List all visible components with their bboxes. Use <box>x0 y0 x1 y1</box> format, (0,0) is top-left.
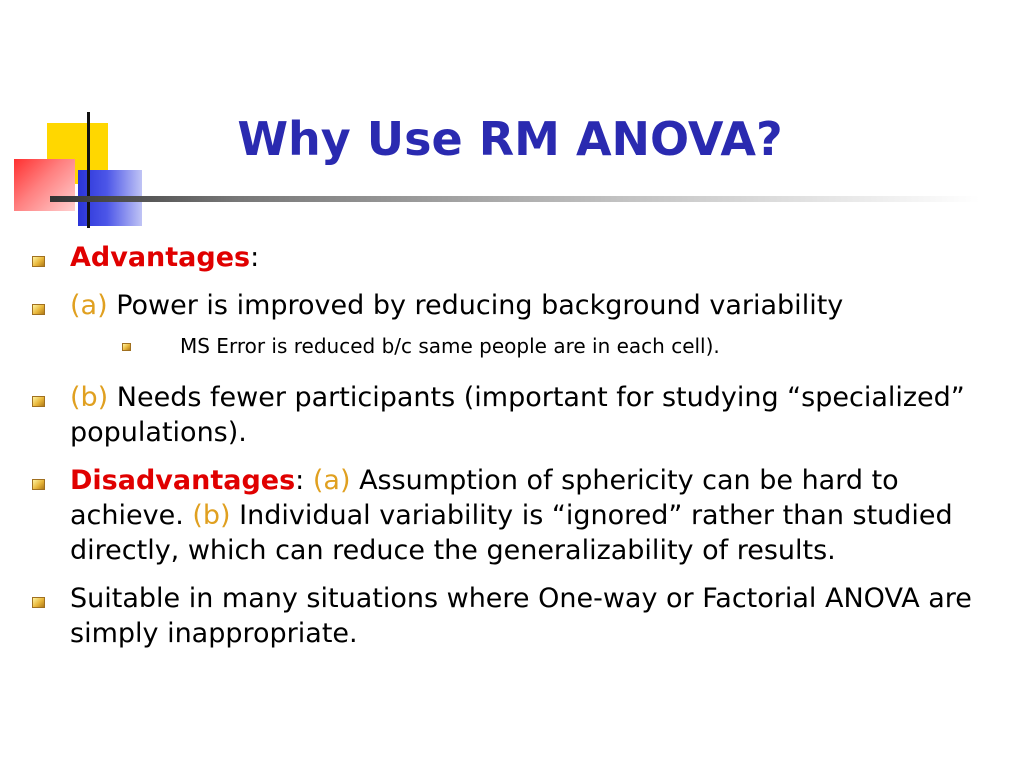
bullet-advantage-a <box>70 288 1005 323</box>
advantages-label: Advantages <box>70 242 251 273</box>
disadvantages-colon: : <box>295 465 313 496</box>
bullet-disadvantages <box>70 463 1005 568</box>
advantage-a-text: Power is improved by reducing background variability <box>107 290 844 321</box>
disadvantages-label: Disadvantages <box>70 465 296 496</box>
bullet-icon <box>32 256 45 267</box>
sub-bullet-ms-error <box>180 332 980 360</box>
disadvantage-b-label: (b) <box>192 500 231 531</box>
disadvantage-b-text: Individual variability is “ignored” rather than studied directly, which can reduce the generalizability of results. <box>70 500 953 566</box>
bullet-icon <box>32 304 45 315</box>
advantage-b-text: Needs fewer participants (important for studying “specialized” populations). <box>70 382 965 448</box>
bullet-icon <box>32 396 45 407</box>
bullet-icon <box>32 597 45 608</box>
slide-title: Why Use RM ANOVA? <box>237 112 783 166</box>
bullet-icon <box>122 343 131 351</box>
disadvantage-a-text: Assumption of sphericity can be hard to achieve. <box>70 465 899 531</box>
title-underline <box>50 196 980 202</box>
suitable-text: Suitable in many situations where One-way or Factorial ANOVA are simply inappropriate. <box>70 583 972 649</box>
bullet-icon <box>32 479 45 490</box>
disadvantage-a-label: (a) <box>312 465 351 496</box>
bullet-advantages <box>70 240 1005 275</box>
advantage-b-label: (b) <box>70 382 109 413</box>
logo-vertical-line <box>87 112 90 228</box>
advantages-colon: : <box>250 242 260 273</box>
advantage-a-label: (a) <box>70 290 108 321</box>
slide-body <box>0 240 1024 664</box>
sub-bullet-text: MS Error is reduced b/c same people are in each cell). <box>180 334 720 358</box>
bullet-advantage-b <box>70 380 1005 450</box>
bullet-suitable <box>70 581 1005 651</box>
red-square <box>14 159 75 211</box>
